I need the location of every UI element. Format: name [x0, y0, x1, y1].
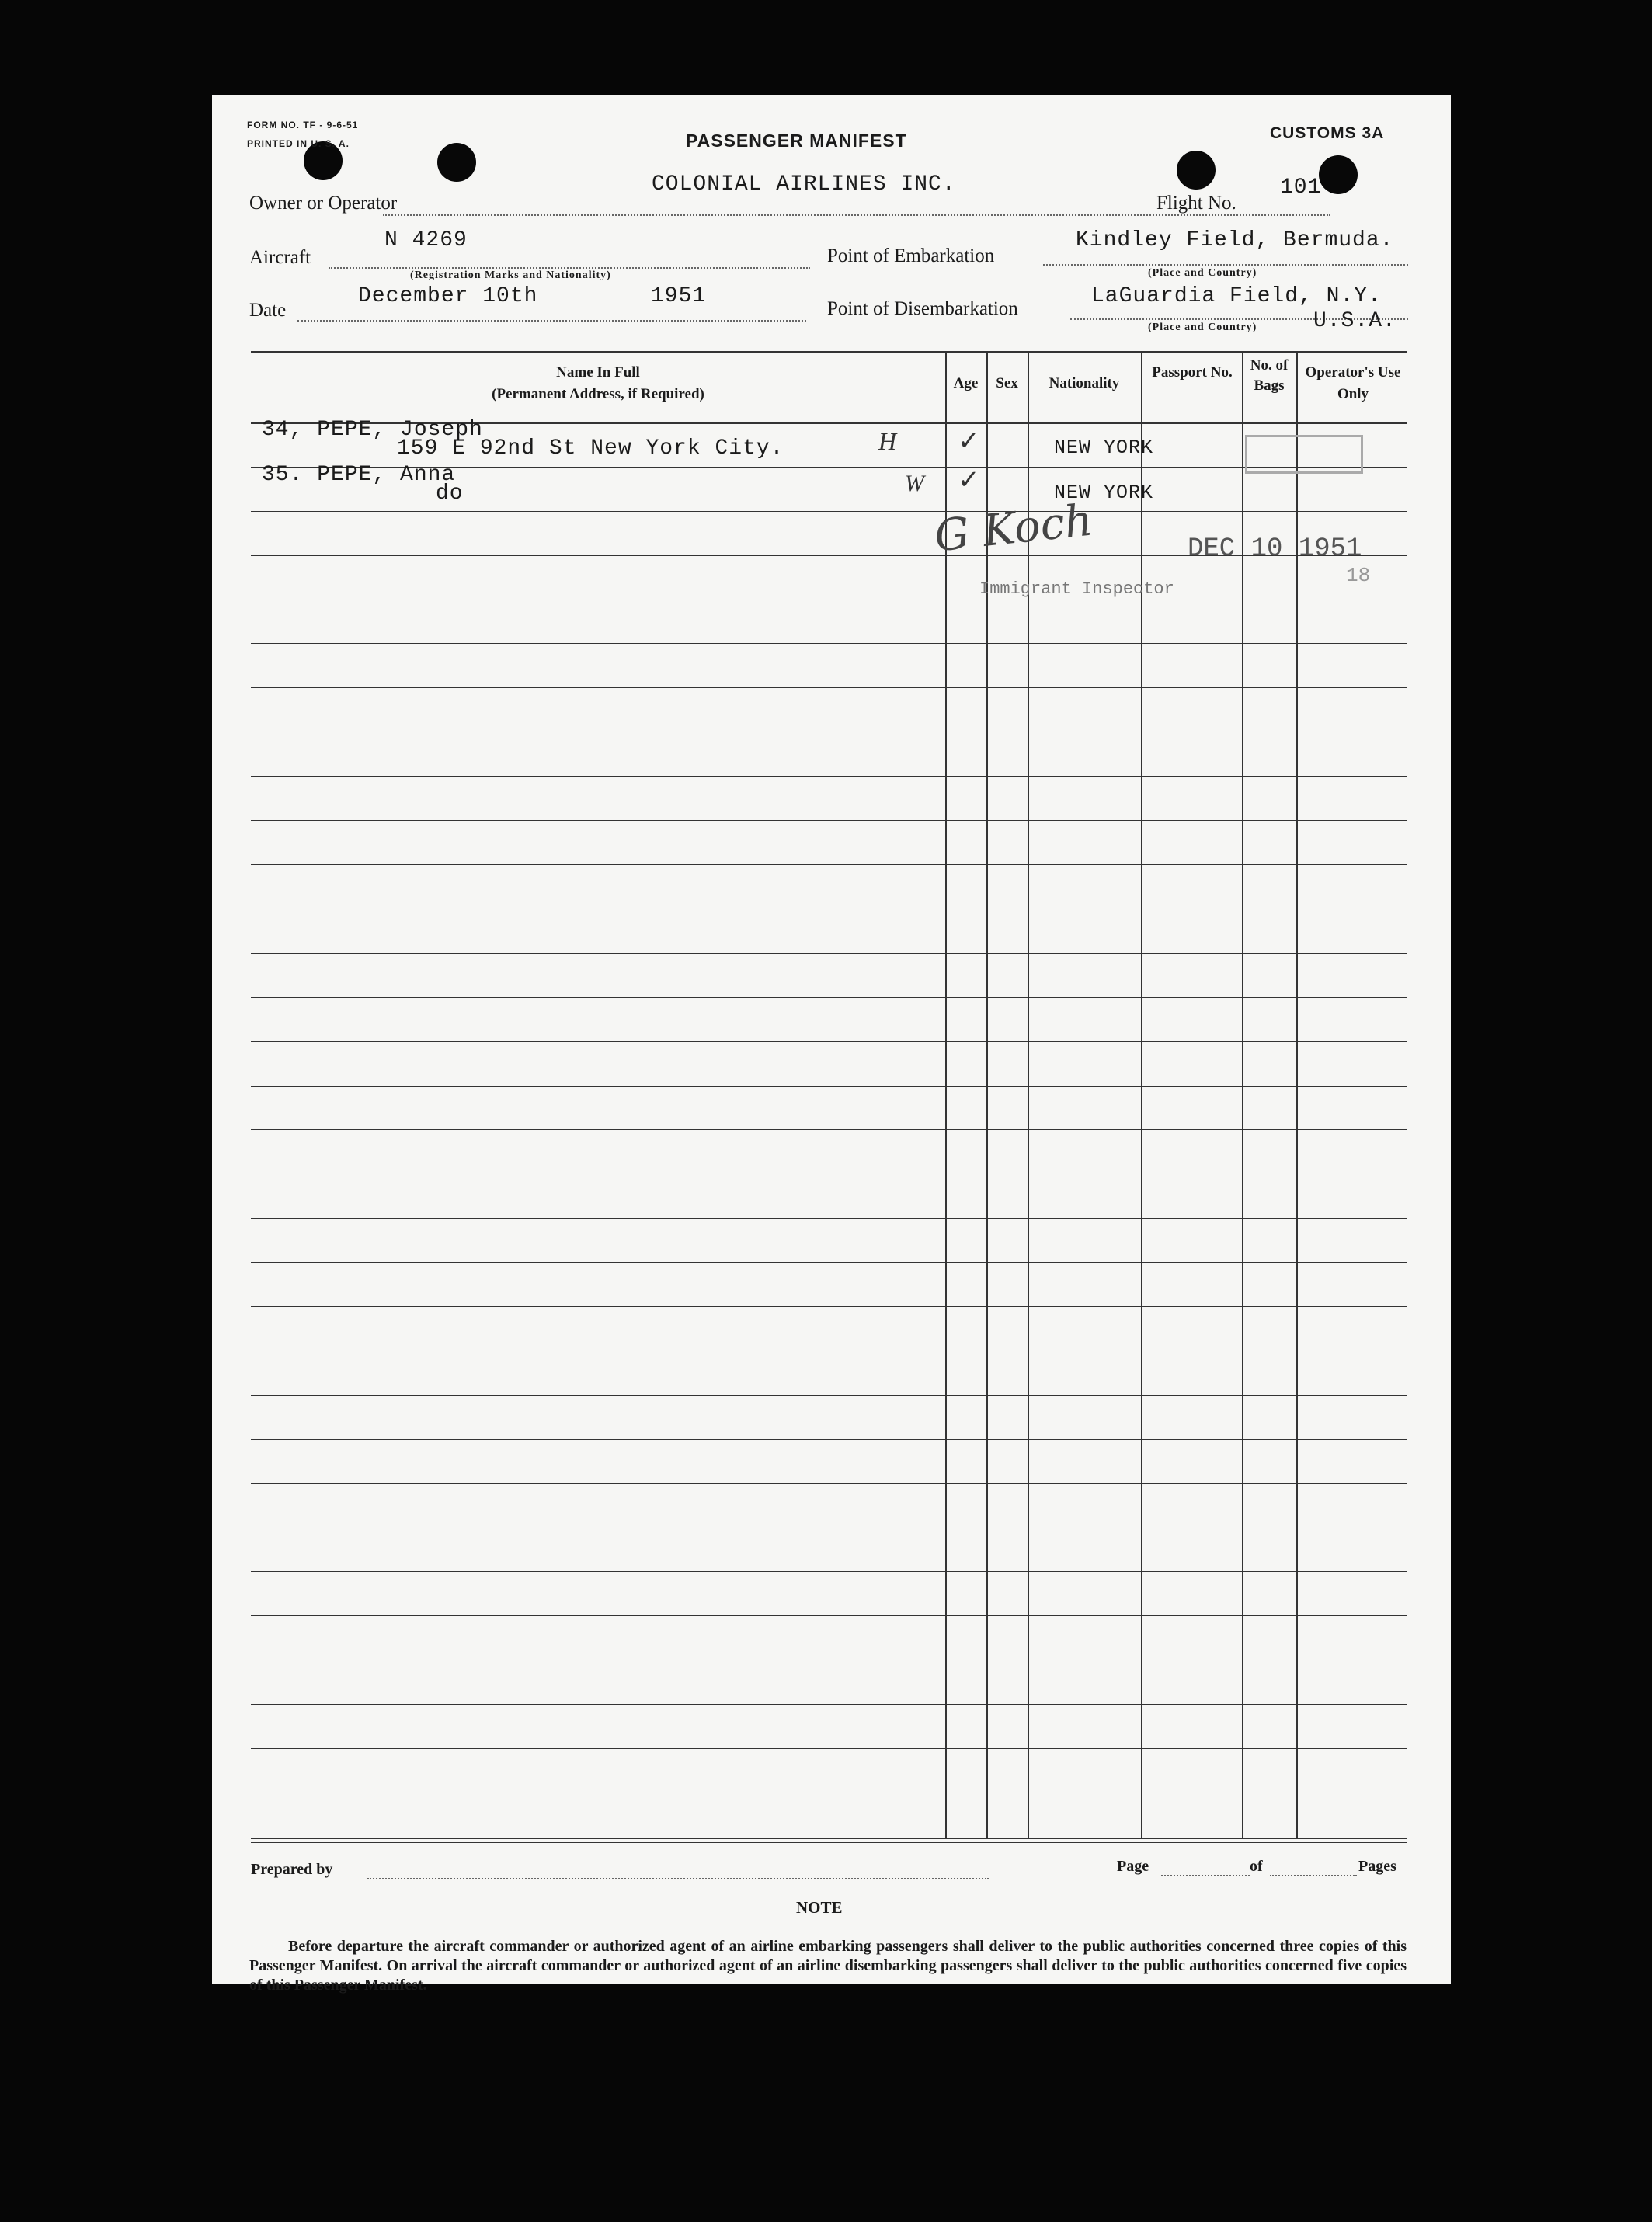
flight-label: Flight No.	[1156, 193, 1236, 214]
passenger-2-name: 35. PEPE, Anna	[262, 463, 456, 487]
manifest-page	[212, 95, 1451, 1994]
passenger-2-address: do	[436, 482, 464, 506]
col-divider-operator	[1296, 351, 1298, 1838]
flight-value: 101	[1280, 176, 1322, 200]
table-row-line	[251, 953, 1407, 954]
table-bottom-border	[251, 1838, 1407, 1839]
header-name	[251, 362, 945, 405]
embark-caption: (Place and Country)	[1148, 267, 1257, 279]
embark-line	[1043, 264, 1408, 266]
table-row-line	[251, 776, 1407, 777]
header-sex: Sex	[996, 375, 1018, 391]
owner-label: Owner or Operator	[249, 193, 398, 214]
header-bags: No. of Bags	[1250, 357, 1289, 394]
col-divider-passport	[1141, 351, 1142, 1838]
punch-hole	[437, 143, 476, 182]
aircraft-line	[329, 267, 810, 269]
table-row-line	[251, 1041, 1407, 1042]
printed-in: PRINTED IN U. S. A.	[247, 138, 350, 149]
disembark-value: LaGuardia Field, N.Y.	[1091, 284, 1382, 308]
embark-value: Kindley Field, Bermuda.	[1076, 228, 1394, 252]
table-row-line	[251, 820, 1407, 821]
col-divider-age	[945, 351, 947, 1838]
table-row-line	[251, 1748, 1407, 1749]
prepared-by-label: Prepared by	[251, 1861, 333, 1878]
note-title: NOTE	[796, 1898, 843, 1917]
table-row-line	[251, 687, 1407, 688]
date-line	[297, 320, 806, 322]
punch-hole	[1177, 151, 1216, 190]
passenger-2-age-mark: W	[905, 471, 924, 496]
inspector-signature: G Koch	[932, 495, 1095, 562]
year-value: 1951	[651, 284, 707, 308]
embark-label: Point of Embarkation	[827, 245, 995, 266]
aircraft-value: N 4269	[384, 228, 468, 252]
table-row-line	[251, 1306, 1407, 1307]
passenger-1-nationality: NEW YORK	[1054, 436, 1154, 459]
table-row-line	[251, 1218, 1407, 1219]
header-operator: Operator's Use Only	[1305, 364, 1401, 402]
page-title: PASSENGER MANIFEST	[686, 130, 907, 151]
of-label: of	[1250, 1858, 1263, 1875]
table-row-line	[251, 1129, 1407, 1130]
date-stamp: DEC 10 1951	[1188, 534, 1362, 564]
owner-value: COLONIAL AIRLINES INC.	[652, 172, 956, 196]
table-row-line	[251, 997, 1407, 998]
passenger-2-sex-mark: ✓	[958, 466, 980, 495]
passenger-1-sex-mark: ✓	[958, 427, 980, 456]
table-row-line	[251, 643, 1407, 644]
pages-label: Pages	[1358, 1858, 1396, 1875]
form-number: FORM NO. TF - 9-6-51	[247, 120, 359, 130]
disembark-value-country: U.S.A.	[1313, 309, 1396, 333]
header-name-subtitle: (Permanent Address, if Required)	[492, 386, 704, 402]
passenger-1-name: 34, PEPE, Joseph	[262, 418, 483, 442]
date-label: Date	[249, 300, 287, 321]
col-divider-sex	[986, 351, 988, 1838]
punch-hole	[1319, 155, 1358, 194]
table-row-line	[251, 1395, 1407, 1396]
aircraft-caption: (Registration Marks and Nationality)	[410, 269, 611, 281]
table-row-line	[251, 1439, 1407, 1440]
table-row-line	[251, 864, 1407, 865]
header-name-title: Name In Full	[556, 364, 640, 381]
inspector-stamp: Immigrant Inspector	[979, 579, 1174, 599]
col-divider-nationality	[1028, 351, 1029, 1838]
table-row-line	[251, 511, 1407, 512]
customs-label: CUSTOMS 3A	[1270, 124, 1385, 142]
header-nationality: Nationality	[1049, 375, 1120, 391]
prepared-by-line	[367, 1878, 989, 1879]
header-passport: Passport No.	[1152, 364, 1233, 381]
aircraft-label: Aircraft	[249, 247, 311, 268]
passenger-1-address: 159 E 92nd St New York City.	[397, 436, 784, 461]
col-divider-bags	[1242, 351, 1243, 1838]
header-age: Age	[953, 375, 979, 391]
table-row-line	[251, 1262, 1407, 1263]
table-row-line	[251, 1483, 1407, 1484]
page-label: Page	[1117, 1858, 1149, 1875]
passenger-2-nationality: NEW YORK	[1054, 482, 1154, 504]
operator-stamp	[1245, 435, 1363, 474]
note-text: Before departure the aircraft commander or authorized agent of an airline embarking passengers shall deliver to the public authorities concerned three copies of this Passenger Manifest. On arrival the aircraft commander or authorized agent of an airline disembarking passengers shall deliver to the public authorities concerned five copies of this Passenger Manifest.	[249, 1938, 1407, 1994]
disembark-caption: (Place and Country)	[1148, 322, 1257, 333]
page-line	[1161, 1875, 1250, 1876]
table-bottom-border-inner	[251, 1842, 1407, 1843]
stamp-number: 18	[1346, 564, 1371, 587]
table-top-border	[251, 351, 1407, 353]
table-row-line	[251, 1571, 1407, 1572]
passenger-1-age-mark: H	[878, 427, 897, 455]
disembark-label: Point of Disembarkation	[827, 298, 1018, 319]
table-row-line	[251, 1704, 1407, 1705]
table-row-line	[251, 1615, 1407, 1616]
date-value: December 10th	[358, 284, 538, 308]
owner-line	[383, 214, 1330, 216]
of-line	[1270, 1875, 1357, 1876]
table-row-line	[251, 1086, 1407, 1087]
